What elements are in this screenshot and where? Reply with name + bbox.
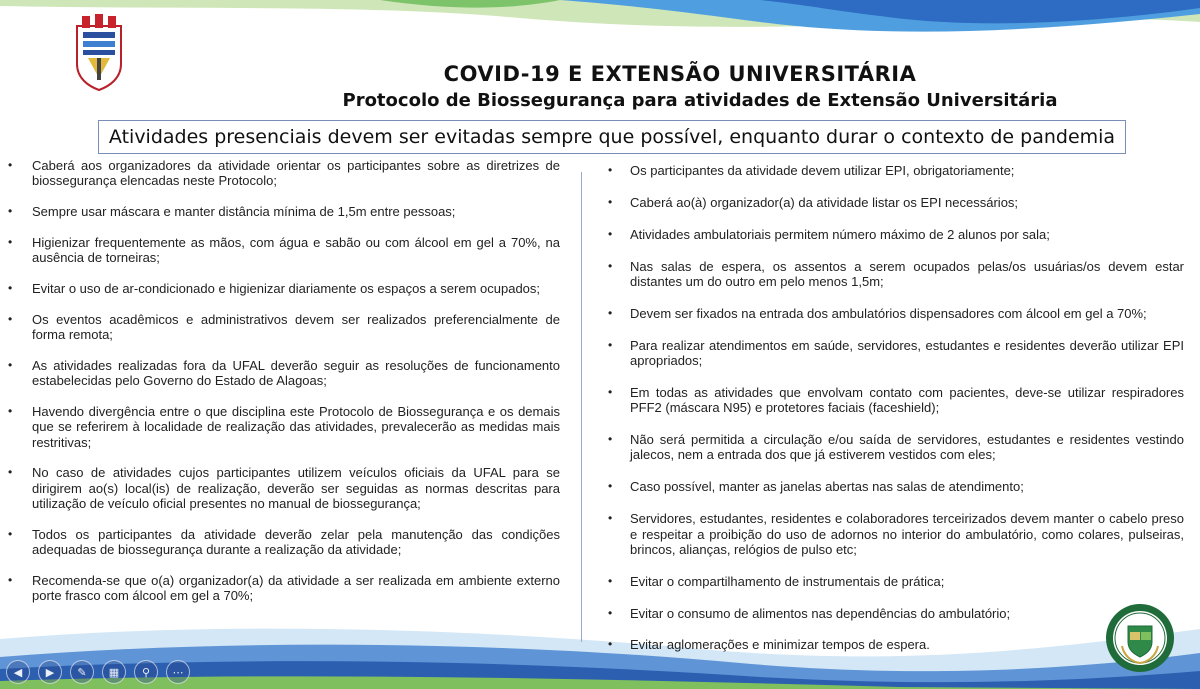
slide-sorter-button[interactable] xyxy=(102,660,126,684)
ufal-logo-icon xyxy=(74,14,124,92)
guideline-item: • No caso de atividades cujos participantes utilizem veículos oficiais da UFAL para se dirigirem ao(s) local(is) de realização, deverão ser seguidas as normas descritas para utilização de veículo oficial presentes no manual de biossegurança; xyxy=(0,465,560,511)
slide-title: COVID-19 E EXTENSÃO UNIVERSITÁRIA xyxy=(443,62,917,86)
guideline-item: • Sempre usar máscara e manter distância mínima de 1,5m entre pessoas; xyxy=(0,204,560,219)
chevron-left-icon: ◀ xyxy=(13,666,23,679)
guideline-item: • Os participantes da atividade devem utilizar EPI, obrigatoriamente; xyxy=(600,163,1184,178)
guideline-item: • Não será permitida a circulação e/ou saída de servidores, estudantes e residentes vestindo jalecos, nem a entrada dos que já estiverem vestidos com eles; xyxy=(600,432,1184,463)
chevron-right-icon: ▶ xyxy=(45,666,55,679)
more-options-button[interactable] xyxy=(166,660,190,684)
guideline-item: • As atividades realizadas fora da UFAL deverão seguir as resoluções de funcionamento estabelecidas pelo Governo do Estado de Alagoas; xyxy=(0,358,560,389)
guideline-item: • Servidores, estudantes, residentes e colaboradores terceirizados devem manter o cabelo preso e respeitar a proibição do uso de adornos no interior do ambulatório, como colares, pulseiras, brincos, alianças, relógios de pulso etc; xyxy=(600,511,1184,557)
guideline-item: • Nas salas de espera, os assentos a serem ocupados pelas/os usuárias/os devem estar distantes um do outro em pelo menos 1,5m; xyxy=(600,259,1184,290)
guideline-item: • Devem ser fixados na entrada dos ambulatórios dispensadores com álcool em gel a 70%; xyxy=(600,306,1184,321)
right-guidelines-list xyxy=(600,163,1184,653)
next-slide-button[interactable] xyxy=(38,660,62,684)
left-guidelines-column xyxy=(0,158,560,619)
slide-subtitle: Protocolo de Biossegurança para atividades de Extensão Universitária xyxy=(342,90,1058,111)
right-guidelines-column xyxy=(600,163,1184,669)
guideline-item: • Evitar o consumo de alimentos nas dependências do ambulatório; xyxy=(600,606,1184,621)
guideline-item: • Os eventos acadêmicos e administrativos devem ser realizados preferencialmente de forma remota; xyxy=(0,312,560,343)
top-wave-decoration xyxy=(0,0,1200,60)
guideline-item: • Recomenda-se que o(a) organizador(a) da atividade a ser realizada em ambiente externo porte frasco com álcool em gel a 70%; xyxy=(0,573,560,604)
pen-icon: ✎ xyxy=(77,666,87,679)
guideline-item: • Caberá aos organizadores da atividade orientar os participantes sobre as diretrizes de biossegurança elencadas neste Protocolo; xyxy=(0,158,560,189)
column-divider xyxy=(581,172,582,642)
guideline-item: • Em todas as atividades que envolvam contato com pacientes, deve-se utilizar respiradores PFF2 (máscara N95) e protetores faciais (faceshield); xyxy=(600,385,1184,416)
guideline-item: • Caberá ao(à) organizador(a) da atividade listar os EPI necessários; xyxy=(600,195,1184,210)
pen-tool-button[interactable] xyxy=(70,660,94,684)
guideline-item: • Evitar o uso de ar-condicionado e higienizar diariamente os espaços a serem ocupados; xyxy=(0,281,560,296)
guideline-item: • Caso possível, manter as janelas abertas nas salas de atendimento; xyxy=(600,479,1184,494)
ellipsis-icon: ⋯ xyxy=(172,666,184,679)
guideline-item: • Para realizar atendimentos em saúde, servidores, estudantes e residentes deverão utilizar EPI apropriados; xyxy=(600,338,1184,369)
pandemic-banner: Atividades presenciais devem ser evitadas sempre que possível, enquanto durar o contexto de pandemia xyxy=(98,120,1126,154)
guideline-item: • Havendo divergência entre o que disciplina este Protocolo de Biossegurança e os demais que se referirem à localidade de realização das atividades, prevalecerão as medidas mais restritivas; xyxy=(0,404,560,450)
guideline-item: • Evitar o compartilhamento de instrumentais de prática; xyxy=(600,574,1184,589)
zoom-button[interactable] xyxy=(134,660,158,684)
previous-slide-button[interactable] xyxy=(6,660,30,684)
grid-icon: ▦ xyxy=(108,666,120,679)
slideshow-controls xyxy=(6,660,190,684)
guideline-item: • Atividades ambulatoriais permitem número máximo de 2 alunos por sala; xyxy=(600,227,1184,242)
guideline-item: • Todos os participantes da atividade deverão zelar pela manutenção das condições adequadas de biossegurança durante a realização da atividade; xyxy=(0,527,560,558)
magnifier-icon: ⚲ xyxy=(141,666,151,679)
left-guidelines-list xyxy=(0,158,560,603)
guideline-item: • Higienizar frequentemente as mãos, com água e sabão ou com álcool em gel a 70%, na ausência de torneiras; xyxy=(0,235,560,266)
guideline-item: • Evitar aglomerações e minimizar tempos de espera. xyxy=(600,637,1184,652)
